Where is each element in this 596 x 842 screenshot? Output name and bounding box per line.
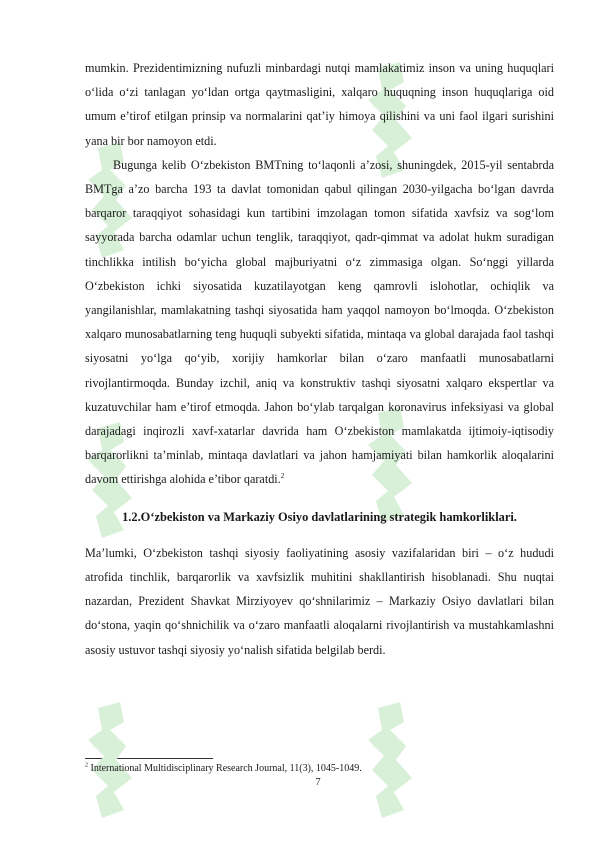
paragraph-bmt-text: Bugunga kelib O‘zbekiston BMTning to‘laqonli a’zosi, shuningdek, 2015-yil sentabrda BMTga a’zo barcha 193 ta davlat tomonidan qabul qilingan 2030-yilgacha bo‘lgan davrda barqaror taraqqiyot sohasidagi kun tartibini imzolagan tomon sifatida xavfsiz va sog‘lom sayyorada barcha odamlar uchun tenglik, taraqqiyot, qadr-qimmat va adolat hukm suradigan tinchlikka intilish bo‘yicha global majburiyatni o‘z zimmasiga olgan. So‘nggi yillarda O‘zbekiston ichki siyosatida kuzatilayotgan keng qamrovli islohotlar, ochiqlik va yangilanishlar, mamlakatning tashqi siyosatida ham yaqqol namoyon bo‘lmoqda. O‘zbekiston xalqaro munosabatlarning teng huquqli subyekti sifatida, mintaqa va global darajada faol tashqi siyosatni yo‘lga qo‘yib, xorijiy hamkorlar bilan o‘zaro manfaatli munosabatlarni rivojlantirmoqda. Bunday izchil, aniq va konstruktiv tashqi siyosatni xalqaro ekspertlar va kuzatuvchilar ham e’tirof etmoqda. Jahon bo‘ylab tarqalgan koronavirus infeksiyasi va global darajadagi inqirozli xavf-xatarlar davrida ham O‘zbekiston mamlakatda ijtimoiy-iqtisodiy barqarorlikni ta’minlab, mintaqa davlatlari va jahon hamjamiyati bilan hamkorlik aloqalarini davom ettirishga alohida e’tibor qaratdi. xyxy=(85,157,554,487)
footnote-number: 2 xyxy=(85,762,88,769)
paragraph-continuation: mumkin. Prezidentimizning nufuzli minbardagi nutqi mamlakatimiz inson va uning huquqlari o‘lida o‘zi tanlagan yo‘ldan ortga qaytmasligini, xalqaro huquqning inson huquqlariga oid umum e’tirof etilgan prinsip va normalarini qat’iy himoya qilishini va uni faol ilgari surishini yana bir bor namoyon etdi. xyxy=(85,61,554,148)
watermark-logo-icon xyxy=(80,700,144,820)
footnote xyxy=(85,763,362,775)
footnote-reference[interactable]: 2 xyxy=(280,472,285,481)
section-heading: 1.2.O‘zbekiston va Markaziy Osiyo davlatlarining strategik hamkorliklari. xyxy=(122,509,517,524)
page-number: 7 xyxy=(315,777,321,788)
watermark-logo-icon xyxy=(360,700,424,820)
paragraph-central-asia: Ma’lumki, O‘zbekiston tashqi siyosiy faoliyatining asosiy vazifalaridan biri – o‘z hududi atrofida tinchlik, barqarorlik va xavfsizlik muhitini shakllantirish hisoblanadi. Shu nuqtai nazardan, Prezident Shavkat Mirziyoyev qo‘shnilarimiz – Markaziy Osiyo davlatlari bilan do‘stona, yaqin qo‘shnichilik va o‘zaro manfaatli aloqalarni rivojlantirish va mustahkamlashni asosiy ustuvor tashqi siyosiy yo‘nalish sifatida belgilab berdi. xyxy=(85,545,554,657)
paragraph-bmt xyxy=(85,153,554,492)
footnote-text: International Multidisciplinary Research Journal, 11(3), 1045-1049. xyxy=(88,763,362,774)
body-text xyxy=(85,56,554,662)
